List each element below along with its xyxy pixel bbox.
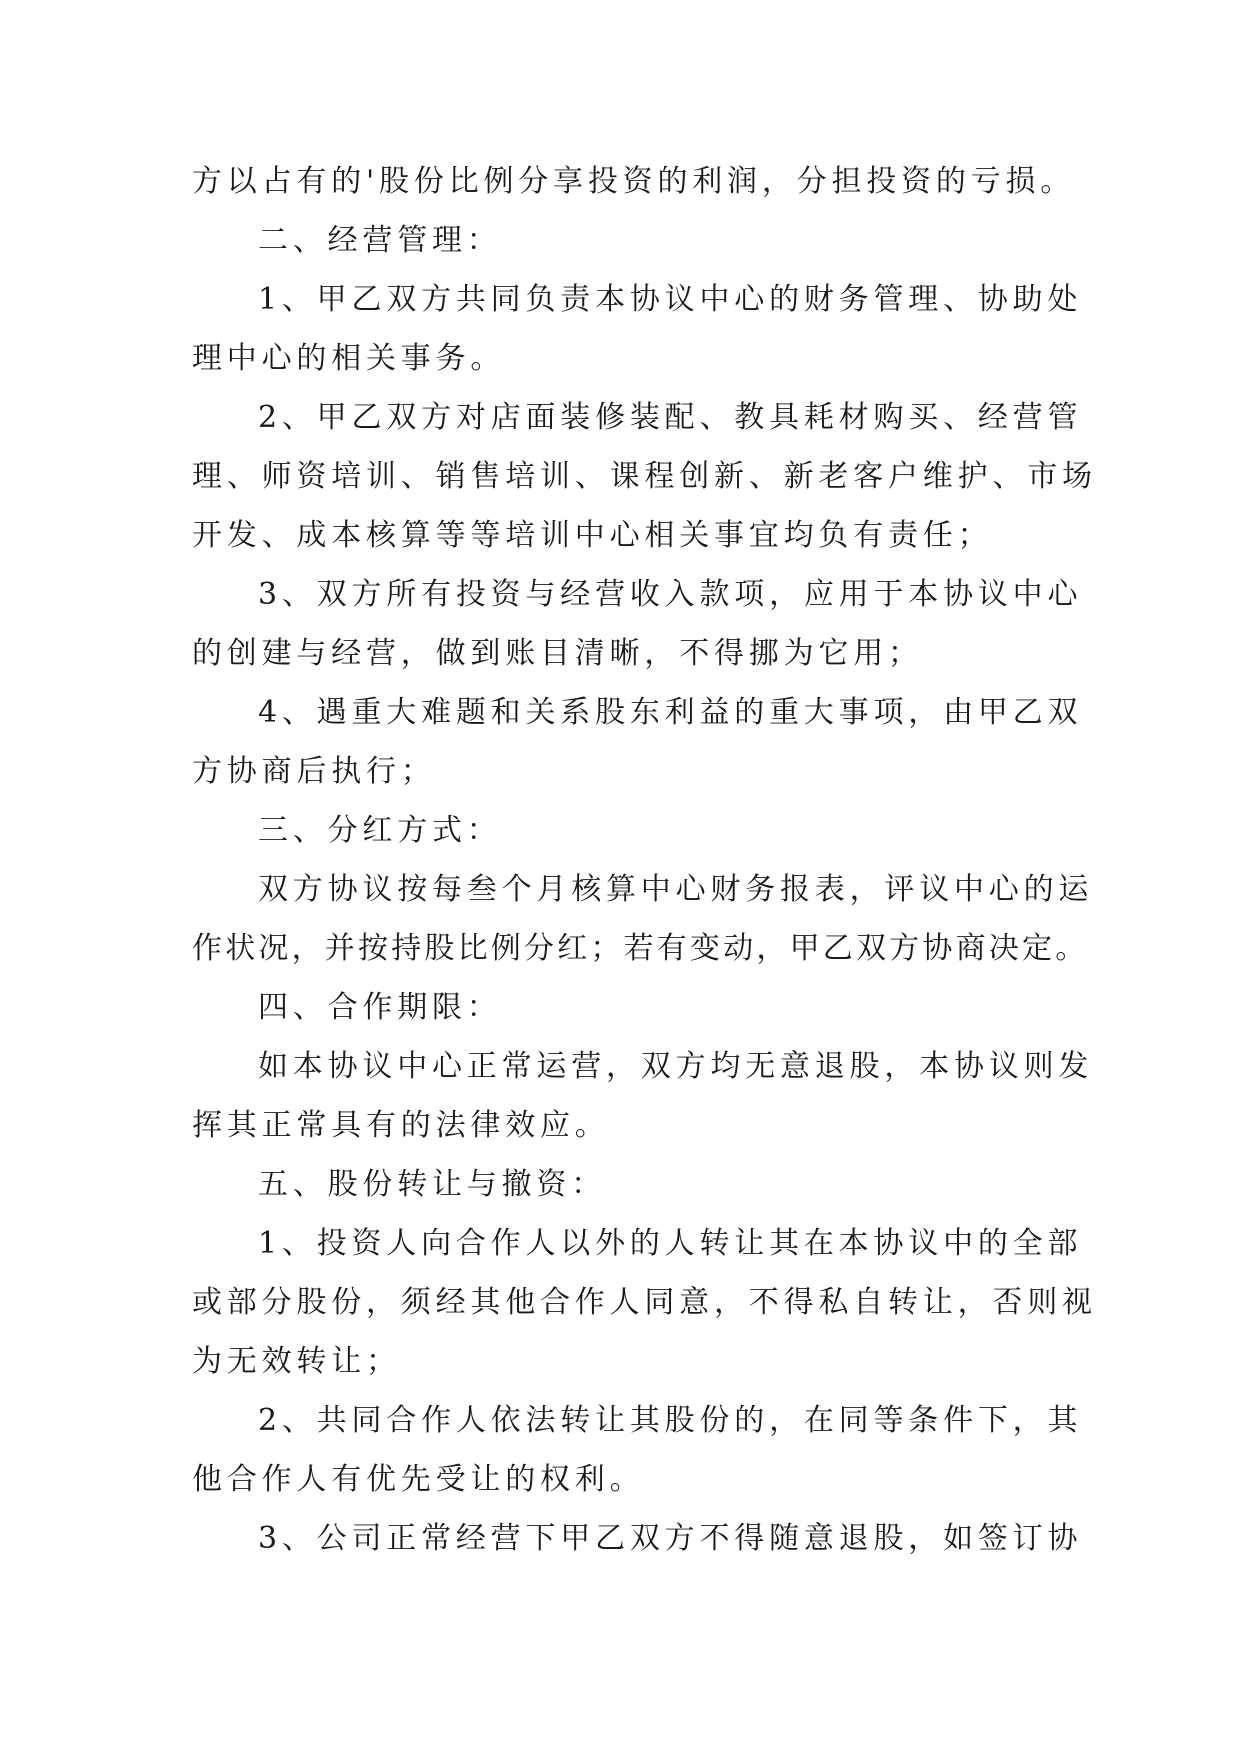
text-line: 1、甲乙双方共同负责本协议中心的财务管理、协助处 [258, 282, 1083, 317]
text-line: 2、共同合作人依法转让其股份的，在同等条件下，其 [258, 1403, 1083, 1438]
text-line: 开发、成本核算等等培训中心相关事宜均负有责任； [192, 518, 993, 553]
text-line: 3、公司正常经营下甲乙双方不得随意退股，如签订协 [258, 1521, 1083, 1556]
text-line: 的创建与经营，做到账目清晰，不得挪为它用； [192, 636, 923, 671]
text-line: 双方协议按每叁个月核算中心财务报表，评议中心的运 [258, 872, 1094, 907]
text-line: 或部分股份，须经其他合作人同意，不得私自转让，否则视 [192, 1285, 1097, 1320]
text-line: 为无效转让； [192, 1344, 401, 1379]
text-line: 理、师资培训、销售培训、课程创新、新老客户维护、市场 [192, 459, 1097, 494]
text-line: 1、投资人向合作人以外的人转让其在本协议中的全部 [258, 1226, 1083, 1261]
section-heading: 三、分红方式： [258, 813, 502, 848]
text-line: 方协商后执行； [192, 754, 436, 789]
text-line: 作状况，并按持股比例分红；若有变动，甲乙双方协商决定。 [192, 931, 1089, 966]
text-line: 挥其正常具有的法律效应。 [192, 1108, 610, 1143]
text-line: 方以占有的'股份比例分享投资的利润，分担投资的亏损。 [192, 164, 1076, 199]
text-line: 理中心的相关事务。 [192, 341, 506, 376]
text-line: 4、遇重大难题和关系股东利益的重大事项，由甲乙双 [258, 695, 1083, 730]
section-heading: 五、股份转让与撤资： [258, 1167, 606, 1202]
text-line: 他合作人有优先受让的权利。 [192, 1462, 645, 1497]
text-line: 2、甲乙双方对店面装修装配、教具耗材购买、经营管 [258, 400, 1083, 435]
text-line: 3、双方所有投资与经营收入款项，应用于本协议中心 [258, 577, 1083, 612]
section-heading: 二、经营管理： [258, 223, 502, 258]
text-line: 如本协议中心正常运营，双方均无意退股，本协议则发 [258, 1049, 1094, 1084]
section-heading: 四、合作期限： [258, 990, 502, 1025]
